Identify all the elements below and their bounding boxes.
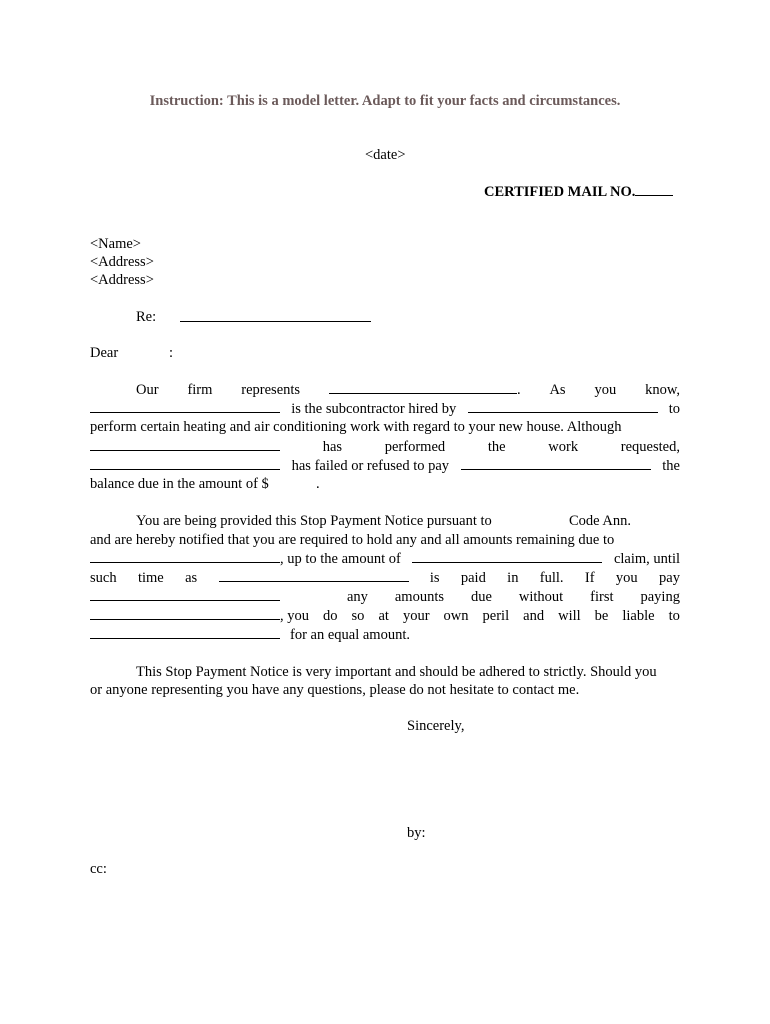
text: , you <box>280 608 309 624</box>
word: paid <box>460 570 486 586</box>
recipient-address-2: <Address> <box>90 272 154 288</box>
p1-line-2 <box>90 399 680 418</box>
word: to <box>668 608 680 624</box>
performer-blank <box>90 437 280 451</box>
contractor-blank <box>468 399 658 413</box>
word: peril <box>482 608 510 624</box>
client-blank-group <box>329 380 521 400</box>
word: at <box>378 608 389 624</box>
certified-mail-line <box>484 182 673 201</box>
word: know, <box>645 382 680 398</box>
word: will <box>558 608 581 624</box>
word: be <box>594 608 609 624</box>
p3-line-2: or anyone representing you have any questions, please do not hesitate to contact me. <box>90 682 580 698</box>
date-placeholder: <date> <box>365 147 406 163</box>
re-label: Re: <box>136 309 157 325</box>
p3-line-1: This Stop Payment Notice is very important and should be adhered to strictly. Should you <box>136 664 657 680</box>
word: full. <box>539 570 564 586</box>
word: your <box>402 608 430 624</box>
word: in <box>507 570 519 586</box>
payee2-blank <box>90 587 280 601</box>
text: to <box>668 401 680 417</box>
p1-line-1 <box>136 380 680 399</box>
payee-blank <box>461 456 651 470</box>
word: first <box>590 589 614 605</box>
word: without <box>518 589 564 605</box>
word: as <box>185 570 198 586</box>
p2-line-1a: You are being provided this Stop Payment Notice pursuant to <box>136 513 492 529</box>
word: amounts <box>394 589 445 605</box>
text: for an equal amount. <box>290 627 410 643</box>
word: Our <box>136 382 159 398</box>
subcontractor-blank <box>90 399 280 413</box>
word: so <box>351 608 365 624</box>
word: you <box>615 570 638 586</box>
word: such <box>90 570 117 586</box>
p1-line-3: perform certain heating and air conditioning work with regard to your new house. Although <box>90 419 622 435</box>
word: performed <box>384 439 446 455</box>
word: requested, <box>620 439 680 455</box>
p1-line-4 <box>90 437 680 456</box>
claimant3-blank <box>90 625 280 639</box>
p2-line-6 <box>90 606 680 625</box>
salutation-colon: : <box>169 345 174 361</box>
certified-number-blank <box>635 182 673 196</box>
p1-end-period: . <box>316 476 320 492</box>
p2-line-1b: Code Ann. <box>569 513 632 529</box>
client-blank <box>329 380 517 394</box>
p2-line-4 <box>90 568 680 587</box>
word: time <box>137 570 164 586</box>
word: liable <box>622 608 655 624</box>
period: . <box>516 382 521 398</box>
word: you <box>594 382 617 398</box>
p2-line-5 <box>90 587 680 606</box>
signature-by: by: <box>407 825 426 841</box>
word: is <box>429 570 440 586</box>
certified-mail-label: CERTIFIED MAIL NO. <box>484 184 636 200</box>
claimant2-group <box>90 606 309 626</box>
word: As <box>549 382 566 398</box>
word: pay <box>659 570 680 586</box>
salutation: Dear <box>90 345 119 361</box>
word: If <box>584 570 595 586</box>
claimant-blank <box>219 568 409 582</box>
cc-label: cc: <box>90 861 107 877</box>
word: any <box>346 589 368 605</box>
word: own <box>443 608 469 624</box>
p2-line-3 <box>90 549 680 568</box>
word: represents <box>241 382 301 398</box>
holder-group <box>90 549 401 569</box>
word: has <box>322 439 343 455</box>
text: the <box>662 458 680 474</box>
closing: Sincerely, <box>407 718 465 734</box>
p2-line-7 <box>90 625 680 644</box>
word: work <box>548 439 579 455</box>
re-line <box>180 308 371 327</box>
claimant2-blank <box>90 606 280 620</box>
word: firm <box>187 382 213 398</box>
recipient-address-1: <Address> <box>90 254 154 270</box>
re-blank <box>180 308 371 322</box>
text: , up to the amount of <box>280 551 401 567</box>
text: is the subcontractor hired by <box>291 401 457 417</box>
p2-line-2: and are hereby notified that you are required to hold any and all amounts remaining due to <box>90 532 615 548</box>
word: the <box>487 439 506 455</box>
text: has failed or refused to pay <box>291 458 450 474</box>
debtor-blank <box>90 456 280 470</box>
word: do <box>323 608 338 624</box>
word: paying <box>640 589 680 605</box>
word: due <box>470 589 492 605</box>
p1-line-5 <box>90 456 680 475</box>
recipient-name: <Name> <box>90 236 141 252</box>
p1-line-6: balance due in the amount of $ <box>90 476 269 492</box>
word: and <box>523 608 545 624</box>
instruction-heading: Instruction: This is a model letter. Adapt to fit your facts and circumstances. <box>149 93 621 109</box>
amount-blank <box>412 549 602 563</box>
holder-blank <box>90 549 280 563</box>
text: claim, until <box>613 551 680 567</box>
